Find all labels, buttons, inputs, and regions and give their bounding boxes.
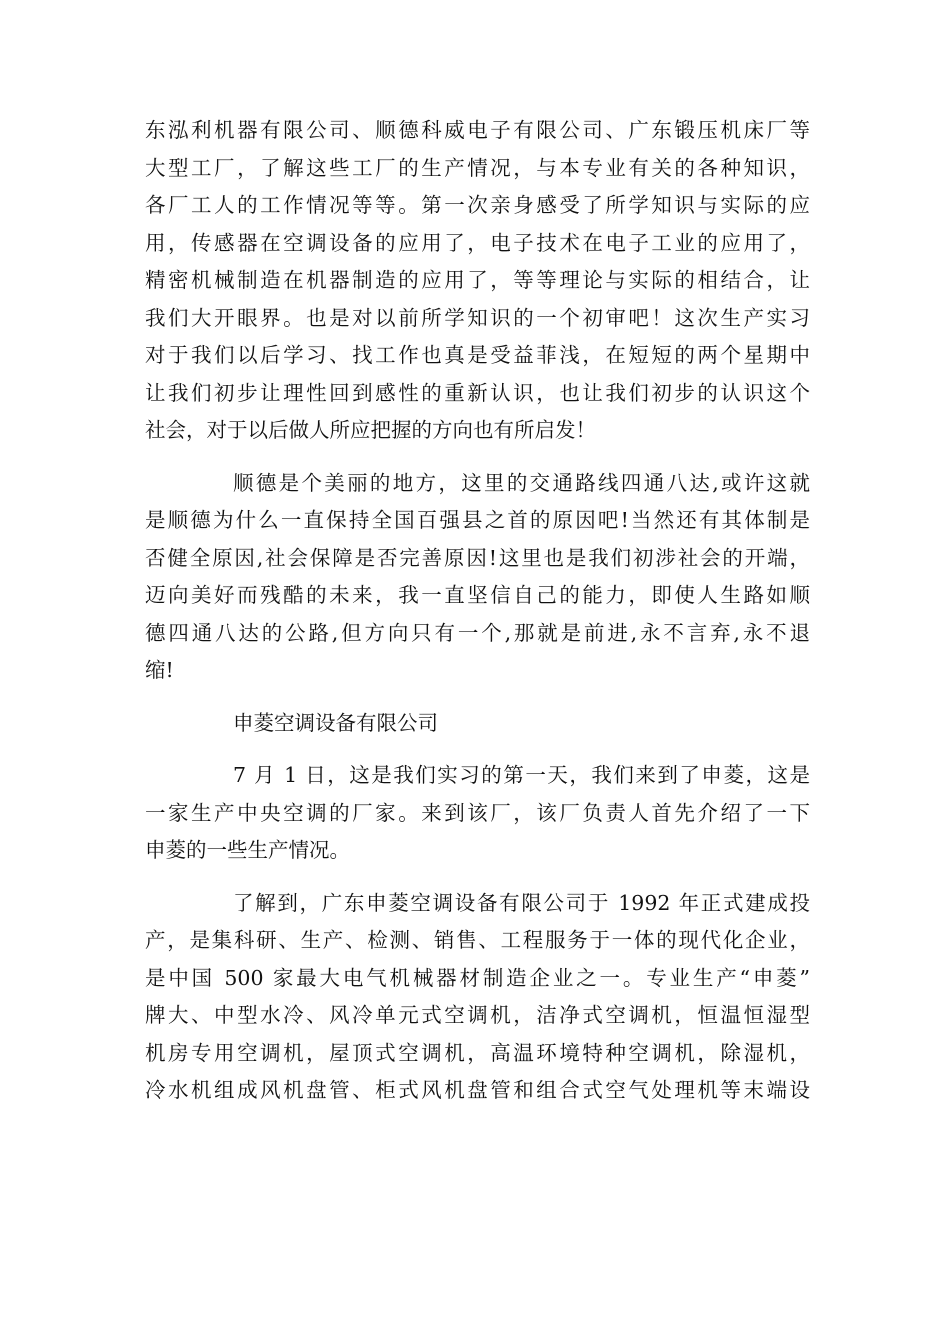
text-line: 迈向美好而残酷的未来，我一直坚信自己的能力，即使人生路如顺 [145, 583, 810, 607]
text-line: 我们大开眼界。也是对以前所学知识的一个初审吧！这次生产实习 [145, 305, 810, 330]
paragraph-1 [145, 112, 810, 450]
text-line: 申菱的一些生产情况。 [145, 838, 350, 862]
text-line: 是顺德为什么一直保持全国百强县之首的原因吧!当然还有其体制是 [145, 508, 810, 532]
text-line: 德四通八达的公路,但方向只有一个,那就是前进,永不言弃,永不退 [145, 620, 810, 645]
text-line: 7 月 1 日，这是我们实习的第一天，我们来到了申菱，这是 [233, 763, 810, 787]
text-line: 精密机械制造在机器制造的应用了，等等理论与实际的相结合，让 [145, 268, 810, 292]
text-line: 对于我们以后学习、找工作也真是受益菲浅，在短短的两个星期中 [145, 343, 810, 367]
heading-text: 申菱空调设备有限公司 [233, 710, 438, 735]
text-line: 东泓利机器有限公司、顺德科威电子有限公司、广东锻压机床厂等 [145, 118, 810, 142]
text-line: 各厂工人的工作情况等等。第一次亲身感受了所学知识与实际的应 [145, 193, 810, 217]
text-line: 让我们初步让理性回到感性的重新认识，也让我们初步的认识这个 [145, 380, 810, 405]
text-line: 机房专用空调机，屋顶式空调机，高温环境特种空调机，除湿机， [145, 1040, 810, 1065]
text-line: 牌大、中型水冷、风冷单元式空调机，洁净式空调机，恒温恒湿型 [145, 1003, 810, 1027]
text-line: 产，是集科研、生产、检测、销售、工程服务于一体的现代化企业， [145, 928, 810, 952]
text-line: 用，传感器在空调设备的应用了，电子技术在电子工业的应用了， [145, 230, 810, 255]
paragraph-4 [145, 757, 810, 870]
paragraph-5 [145, 885, 810, 1110]
text-line: 顺德是个美丽的地方，这里的交通路线四通八达,或许这就 [233, 470, 810, 495]
text-line: 大型工厂，了解这些工厂的生产情况，与本专业有关的各种知识， [145, 155, 810, 180]
text-line: 否健全原因,社会保障是否完善原因!这里也是我们初涉社会的开端， [145, 545, 810, 570]
text-line: 是中国 500 家最大电气机械器材制造企业之一。专业生产“申菱” [145, 965, 810, 990]
text-line: 一家生产中央空调的厂家。来到该厂，该厂负责人首先介绍了一下 [145, 800, 810, 825]
text-line: 冷水机组成风机盘管、柜式风机盘管和组合式空气处理机等末端设 [145, 1078, 810, 1102]
document-body [145, 112, 810, 1110]
section-heading [145, 705, 810, 743]
text-line: 缩! [145, 658, 174, 682]
text-line: 社会，对于以后做人所应把握的方向也有所启发！ [145, 418, 596, 442]
text-line: 了解到，广东申菱空调设备有限公司于 1992 年正式建成投 [233, 890, 810, 915]
paragraph-2 [145, 465, 810, 690]
